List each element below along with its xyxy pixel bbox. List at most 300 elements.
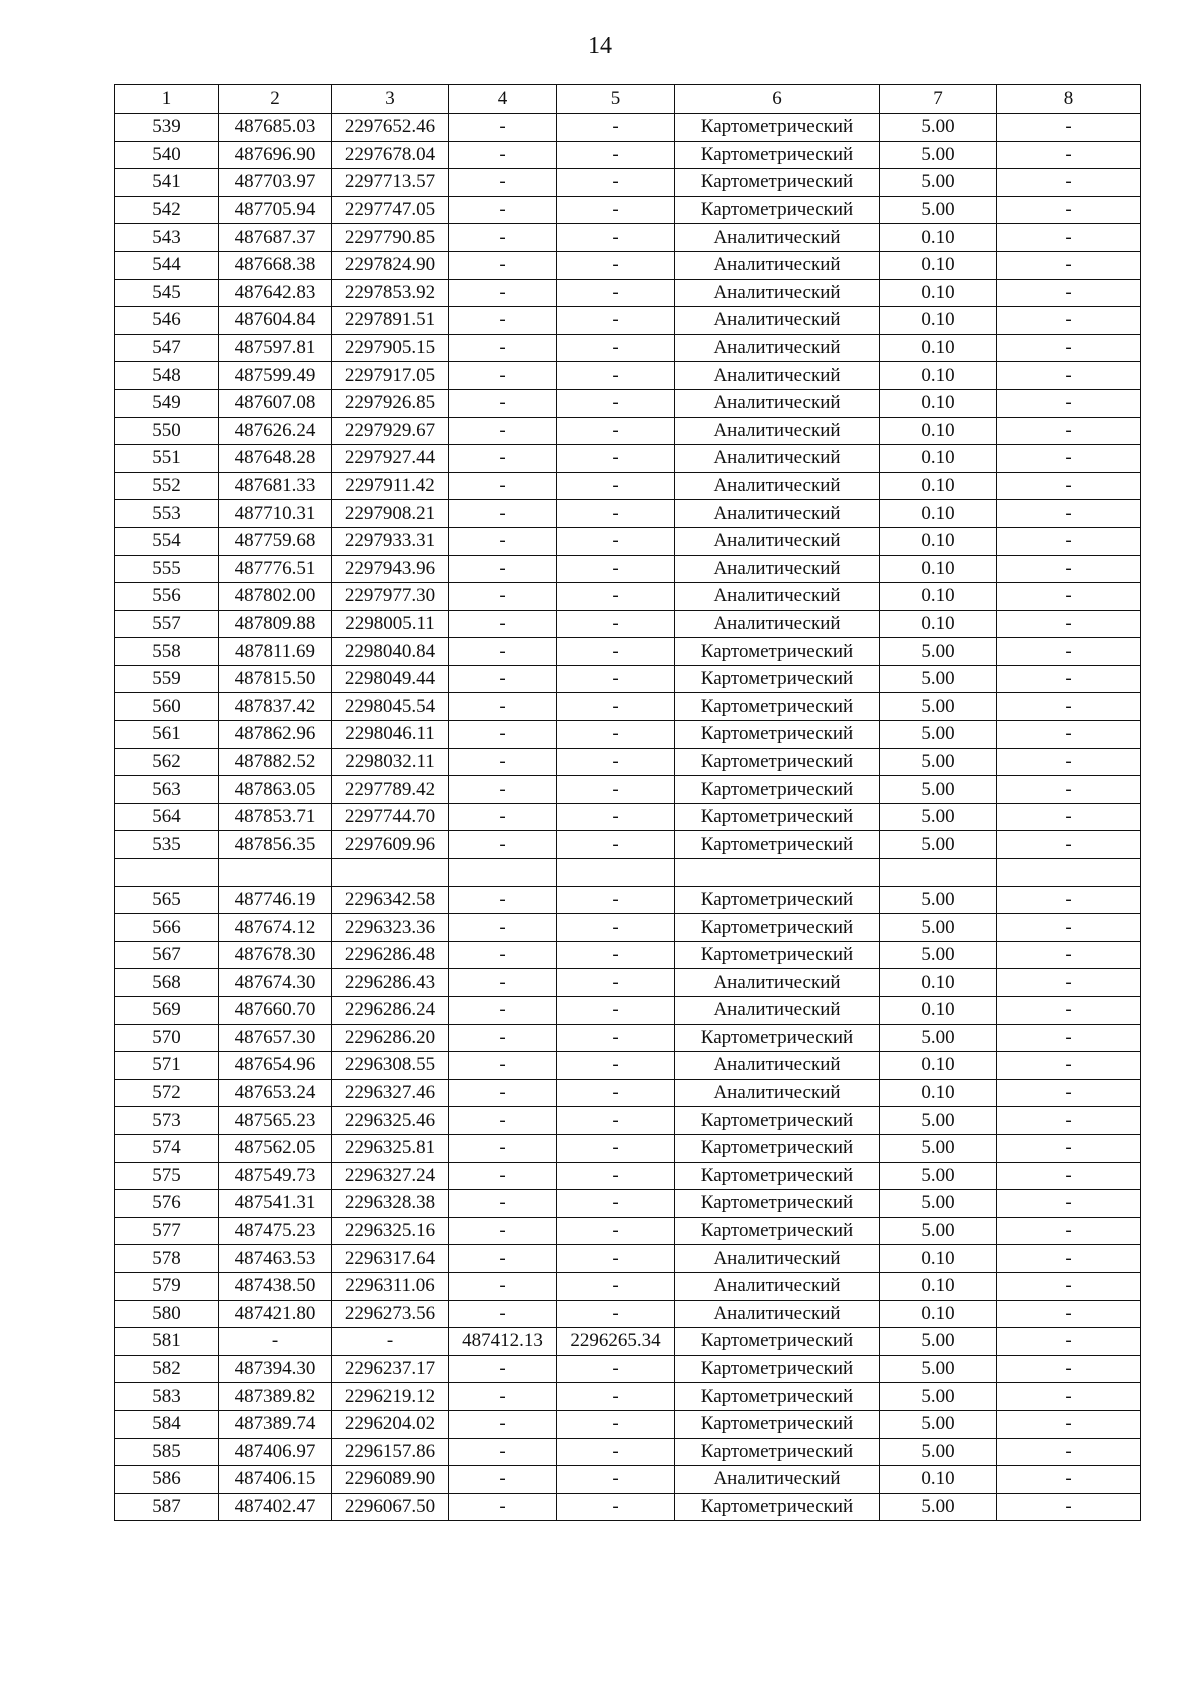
table-cell: 549 [115, 389, 219, 417]
coordinates-table [114, 84, 1141, 1521]
table-cell: 5.00 [880, 693, 997, 721]
table-cell: 5.00 [880, 1217, 997, 1245]
table-cell: 5.00 [880, 1162, 997, 1190]
table-cell: - [557, 803, 675, 831]
table-cell: 587 [115, 1493, 219, 1521]
table-cell: Картометрический [675, 169, 880, 197]
table-row [115, 610, 1141, 638]
table-cell: 2297927.44 [332, 445, 449, 473]
table-cell: 2296286.24 [332, 997, 449, 1025]
table-row [115, 1328, 1141, 1356]
table-cell: Аналитический [675, 1466, 880, 1494]
table-cell: 552 [115, 472, 219, 500]
table-cell: - [997, 555, 1141, 583]
table-cell: 2297929.67 [332, 417, 449, 445]
table-cell: 2297713.57 [332, 169, 449, 197]
table-cell: 2298040.84 [332, 638, 449, 666]
table-cell: 487705.94 [219, 196, 332, 224]
page-number: 14 [588, 33, 612, 59]
table-cell: - [997, 362, 1141, 390]
table-cell: Аналитический [675, 224, 880, 252]
table-cell: Аналитический [675, 610, 880, 638]
table-cell: - [449, 997, 557, 1025]
table-cell: 487604.84 [219, 307, 332, 335]
table-cell: 2297744.70 [332, 803, 449, 831]
table-cell: - [449, 721, 557, 749]
table-cell: 564 [115, 803, 219, 831]
table-cell: - [449, 251, 557, 279]
table-cell: 5.00 [880, 776, 997, 804]
table-cell: 5.00 [880, 1134, 997, 1162]
table-cell: 571 [115, 1052, 219, 1080]
table-cell: 565 [115, 886, 219, 914]
table-cell: Аналитический [675, 307, 880, 335]
table-cell: - [449, 279, 557, 307]
table-cell: 487853.71 [219, 803, 332, 831]
table-cell: 2296327.46 [332, 1079, 449, 1107]
table-row [115, 1272, 1141, 1300]
table-cell: - [557, 886, 675, 914]
table-cell: - [997, 1383, 1141, 1411]
table-cell: 5.00 [880, 886, 997, 914]
table-cell: Картометрический [675, 1190, 880, 1218]
table-row [115, 1162, 1141, 1190]
table-cell: 487549.73 [219, 1162, 332, 1190]
table-cell: Картометрический [675, 665, 880, 693]
table-cell: 2298005.11 [332, 610, 449, 638]
table-cell: - [449, 1466, 557, 1494]
table-cell: 0.10 [880, 445, 997, 473]
table-cell: 570 [115, 1024, 219, 1052]
table-cell: - [997, 1052, 1141, 1080]
table-row [115, 1355, 1141, 1383]
table-cell: Картометрический [675, 803, 880, 831]
table-cell: - [997, 1107, 1141, 1135]
table-cell: - [332, 1328, 449, 1356]
table-cell: - [557, 583, 675, 611]
table-cell: 2296323.36 [332, 914, 449, 942]
table-cell: - [557, 417, 675, 445]
table-cell: - [557, 776, 675, 804]
table-cell: 5.00 [880, 1410, 997, 1438]
table-cell: - [449, 1217, 557, 1245]
table-cell: 2296237.17 [332, 1355, 449, 1383]
table-cell: 0.10 [880, 583, 997, 611]
table-cell: 487389.74 [219, 1410, 332, 1438]
table-cell: - [219, 1328, 332, 1356]
table-cell: 2296286.48 [332, 941, 449, 969]
table-cell: 5.00 [880, 1438, 997, 1466]
column-header: 2 [219, 85, 332, 114]
table-cell: - [449, 776, 557, 804]
table-cell: 2296325.46 [332, 1107, 449, 1135]
table-cell: Картометрический [675, 1134, 880, 1162]
table-cell: Картометрический [675, 1355, 880, 1383]
table-row [115, 665, 1141, 693]
table-cell: - [557, 1162, 675, 1190]
table-cell: 5.00 [880, 1190, 997, 1218]
table-cell: - [997, 831, 1141, 859]
table-cell: - [557, 169, 675, 197]
table-cell: 0.10 [880, 610, 997, 638]
table-cell: - [449, 1355, 557, 1383]
table-cell: 0.10 [880, 500, 997, 528]
table-cell: Картометрический [675, 1328, 880, 1356]
table-row [115, 638, 1141, 666]
table-cell: - [557, 307, 675, 335]
table-cell: 487674.12 [219, 914, 332, 942]
table-cell: 2297853.92 [332, 279, 449, 307]
table-cell: 487746.19 [219, 886, 332, 914]
table-cell: 2297943.96 [332, 555, 449, 583]
table-cell: 487406.97 [219, 1438, 332, 1466]
table-cell: 0.10 [880, 1052, 997, 1080]
table-row [115, 1383, 1141, 1411]
table-cell: 0.10 [880, 334, 997, 362]
table-cell: - [997, 693, 1141, 721]
table-cell: Аналитический [675, 472, 880, 500]
table-cell: 2297824.90 [332, 251, 449, 279]
table-row [115, 114, 1141, 142]
table-cell: - [997, 1466, 1141, 1494]
table-cell: 578 [115, 1245, 219, 1273]
column-header: 6 [675, 85, 880, 114]
table-cell: 2296067.50 [332, 1493, 449, 1521]
table-cell: - [997, 307, 1141, 335]
column-header: 4 [449, 85, 557, 114]
table-row [115, 169, 1141, 197]
table-cell: 5.00 [880, 1024, 997, 1052]
table-cell: - [997, 1024, 1141, 1052]
table-cell: 585 [115, 1438, 219, 1466]
table-cell: 0.10 [880, 1466, 997, 1494]
table-cell: 551 [115, 445, 219, 473]
table-cell: 487660.70 [219, 997, 332, 1025]
table-cell: 487674.30 [219, 969, 332, 997]
table-cell: - [997, 1134, 1141, 1162]
table-row [115, 803, 1141, 831]
table-cell: Картометрический [675, 748, 880, 776]
table-cell: - [997, 583, 1141, 611]
table-cell: 5.00 [880, 141, 997, 169]
table-cell: 558 [115, 638, 219, 666]
table-cell: 487626.24 [219, 417, 332, 445]
table-cell: 487648.28 [219, 445, 332, 473]
table-cell: - [557, 1438, 675, 1466]
table-cell: 2297933.31 [332, 527, 449, 555]
table-cell: 2296219.12 [332, 1383, 449, 1411]
table-cell: - [997, 886, 1141, 914]
table-cell: 5.00 [880, 196, 997, 224]
table-cell: 540 [115, 141, 219, 169]
table-cell: - [449, 1300, 557, 1328]
table-cell: - [997, 803, 1141, 831]
table-cell: - [557, 1107, 675, 1135]
table-cell: Аналитический [675, 1272, 880, 1300]
table-cell: 572 [115, 1079, 219, 1107]
table-cell: 487406.15 [219, 1466, 332, 1494]
table-row [115, 693, 1141, 721]
table-cell: 487475.23 [219, 1217, 332, 1245]
table-cell: Картометрический [675, 1383, 880, 1411]
table-cell: - [449, 665, 557, 693]
column-header: 8 [997, 85, 1141, 114]
table-cell: 579 [115, 1272, 219, 1300]
table-cell: - [557, 997, 675, 1025]
table-cell: - [449, 224, 557, 252]
table-cell: - [449, 527, 557, 555]
table-cell: 582 [115, 1355, 219, 1383]
table-cell: 5.00 [880, 803, 997, 831]
table-cell: - [997, 1190, 1141, 1218]
table-cell: 575 [115, 1162, 219, 1190]
table-cell: - [449, 748, 557, 776]
table-cell: 0.10 [880, 1272, 997, 1300]
table-cell: - [557, 224, 675, 252]
table-cell: 0.10 [880, 224, 997, 252]
table-cell: - [449, 1438, 557, 1466]
table-cell: 2296317.64 [332, 1245, 449, 1273]
table-cell: 0.10 [880, 251, 997, 279]
table-row [115, 555, 1141, 583]
table-cell: - [997, 997, 1141, 1025]
table-cell: 0.10 [880, 969, 997, 997]
table-cell: - [449, 638, 557, 666]
table-cell: - [557, 389, 675, 417]
table-cell: 580 [115, 1300, 219, 1328]
table-cell: - [997, 1328, 1141, 1356]
table-cell: - [997, 776, 1141, 804]
table-cell: - [449, 886, 557, 914]
table-cell: - [557, 748, 675, 776]
table-cell: - [557, 1355, 675, 1383]
table-cell: - [557, 500, 675, 528]
table-cell: 561 [115, 721, 219, 749]
table-cell: - [449, 1107, 557, 1135]
table-row [115, 831, 1141, 859]
table-cell: - [557, 555, 675, 583]
table-cell: Картометрический [675, 831, 880, 859]
table-cell: - [557, 914, 675, 942]
table-cell [219, 859, 332, 887]
table-cell: - [997, 472, 1141, 500]
table-cell: 2297789.42 [332, 776, 449, 804]
table-cell: - [557, 1245, 675, 1273]
table-cell: Картометрический [675, 721, 880, 749]
table-cell: - [557, 693, 675, 721]
table-cell: Аналитический [675, 251, 880, 279]
table-cell: Картометрический [675, 114, 880, 142]
table-cell: 0.10 [880, 307, 997, 335]
table-cell: - [449, 389, 557, 417]
table-cell: 487654.96 [219, 1052, 332, 1080]
table-cell: 487759.68 [219, 527, 332, 555]
table-cell: Аналитический [675, 555, 880, 583]
table-cell: 0.10 [880, 472, 997, 500]
table-cell: - [449, 1052, 557, 1080]
table-cell [115, 859, 219, 887]
table-cell: - [997, 1355, 1141, 1383]
table-cell: - [997, 445, 1141, 473]
table-cell: 0.10 [880, 997, 997, 1025]
table-cell: 576 [115, 1190, 219, 1218]
table-cell: 487802.00 [219, 583, 332, 611]
table-cell: 2297652.46 [332, 114, 449, 142]
table-cell: 487565.23 [219, 1107, 332, 1135]
table-cell: - [557, 941, 675, 969]
table-row [115, 583, 1141, 611]
table-cell: - [449, 1383, 557, 1411]
table-cell: - [449, 500, 557, 528]
table-cell: Аналитический [675, 1052, 880, 1080]
table-cell: - [997, 527, 1141, 555]
table-cell: 2297977.30 [332, 583, 449, 611]
table-cell: 2297926.85 [332, 389, 449, 417]
table-cell: 487837.42 [219, 693, 332, 721]
table-cell: Картометрический [675, 1217, 880, 1245]
table-cell: 584 [115, 1410, 219, 1438]
table-cell: 487696.90 [219, 141, 332, 169]
table-row [115, 1079, 1141, 1107]
table-cell: Аналитический [675, 969, 880, 997]
table-cell: - [997, 969, 1141, 997]
table-cell: - [997, 334, 1141, 362]
table-cell: - [449, 196, 557, 224]
table-cell: - [997, 1493, 1141, 1521]
table-cell: Аналитический [675, 279, 880, 307]
table-cell: 0.10 [880, 362, 997, 390]
table-cell: 487421.80 [219, 1300, 332, 1328]
table-cell: - [997, 941, 1141, 969]
table-cell: 487438.50 [219, 1272, 332, 1300]
table-cell: - [557, 1493, 675, 1521]
table-row [115, 941, 1141, 969]
table-cell: 566 [115, 914, 219, 942]
table-cell: 5.00 [880, 1383, 997, 1411]
table-cell: 0.10 [880, 1079, 997, 1107]
table-cell: 487776.51 [219, 555, 332, 583]
table-cell: - [997, 417, 1141, 445]
table-row [115, 1410, 1141, 1438]
table-cell: Картометрический [675, 914, 880, 942]
table-cell: Аналитический [675, 997, 880, 1025]
table-cell: 5.00 [880, 114, 997, 142]
table-row [115, 721, 1141, 749]
table-row [115, 1107, 1141, 1135]
table-cell: - [997, 1272, 1141, 1300]
table-cell: - [449, 1493, 557, 1521]
table-row [115, 1438, 1141, 1466]
table-row [115, 445, 1141, 473]
table-cell: 2297917.05 [332, 362, 449, 390]
table-cell: 487599.49 [219, 362, 332, 390]
table-cell: - [449, 803, 557, 831]
table-row [115, 1217, 1141, 1245]
table-cell: 487681.33 [219, 472, 332, 500]
table-cell: Картометрический [675, 141, 880, 169]
table-row [115, 1134, 1141, 1162]
table-cell: Картометрический [675, 196, 880, 224]
table-body [115, 114, 1141, 1521]
table-row [115, 997, 1141, 1025]
table-cell: 487811.69 [219, 638, 332, 666]
table-cell: 2296327.24 [332, 1162, 449, 1190]
table-cell: 487668.38 [219, 251, 332, 279]
table-cell: 487856.35 [219, 831, 332, 859]
table-cell: 541 [115, 169, 219, 197]
table-row [115, 251, 1141, 279]
table-cell: 487678.30 [219, 941, 332, 969]
table-cell: 573 [115, 1107, 219, 1135]
table-cell: 0.10 [880, 389, 997, 417]
table-cell: 577 [115, 1217, 219, 1245]
table-cell: - [997, 1438, 1141, 1466]
table-cell: - [997, 196, 1141, 224]
table-cell: - [449, 1162, 557, 1190]
table-cell: - [449, 307, 557, 335]
table-cell: - [997, 748, 1141, 776]
table-cell: - [997, 1245, 1141, 1273]
table-cell [675, 859, 880, 887]
table-cell: 2297678.04 [332, 141, 449, 169]
table-cell: 2297908.21 [332, 500, 449, 528]
table-cell: 586 [115, 1466, 219, 1494]
table-cell: 487703.97 [219, 169, 332, 197]
table-cell: 5.00 [880, 665, 997, 693]
table-cell: 487562.05 [219, 1134, 332, 1162]
table-cell: - [557, 114, 675, 142]
table-row [115, 389, 1141, 417]
table-cell: - [997, 279, 1141, 307]
table-cell: 2296286.43 [332, 969, 449, 997]
table-header-row [115, 85, 1141, 114]
table-cell: 487710.31 [219, 500, 332, 528]
table-cell: 2297905.15 [332, 334, 449, 362]
table-cell [880, 859, 997, 887]
table-cell: Аналитический [675, 1300, 880, 1328]
table-cell: 2297891.51 [332, 307, 449, 335]
table-row [115, 472, 1141, 500]
table-cell: Картометрический [675, 1410, 880, 1438]
table-cell: 487815.50 [219, 665, 332, 693]
table-cell: - [449, 969, 557, 997]
table-cell: 5.00 [880, 1355, 997, 1383]
table-cell: - [557, 362, 675, 390]
table-cell: 2298032.11 [332, 748, 449, 776]
table-cell: - [997, 500, 1141, 528]
table-cell: - [449, 445, 557, 473]
table-cell: - [449, 169, 557, 197]
table-cell: 2296204.02 [332, 1410, 449, 1438]
table-row [115, 196, 1141, 224]
table-cell: 5.00 [880, 1107, 997, 1135]
table-cell: 2296311.06 [332, 1272, 449, 1300]
table-cell: - [557, 1272, 675, 1300]
table-row [115, 886, 1141, 914]
table-cell: 5.00 [880, 1493, 997, 1521]
table-row [115, 362, 1141, 390]
table-row [115, 1190, 1141, 1218]
table-cell: 2298045.54 [332, 693, 449, 721]
table-cell: Картометрический [675, 1024, 880, 1052]
table-cell: Картометрический [675, 886, 880, 914]
table-cell: 5.00 [880, 721, 997, 749]
table-cell: 548 [115, 362, 219, 390]
table-cell: 581 [115, 1328, 219, 1356]
table-cell: 574 [115, 1134, 219, 1162]
table-cell: - [557, 527, 675, 555]
table-cell: 553 [115, 500, 219, 528]
